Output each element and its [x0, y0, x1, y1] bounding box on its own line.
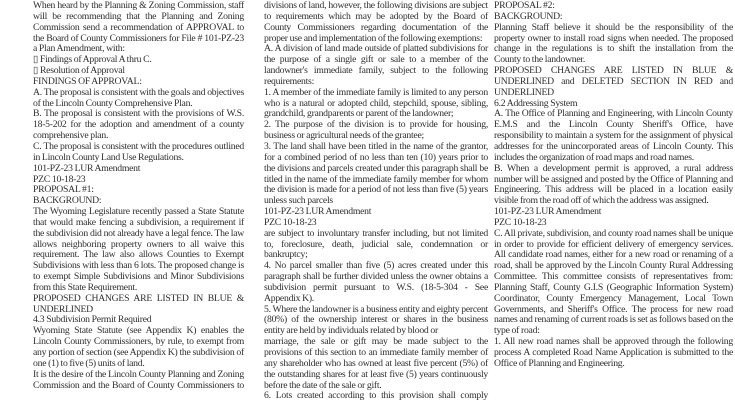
paragraph: 4.3 Subdivision Permit Required [33, 314, 152, 326]
text-column-3 [494, 1, 733, 370]
paragraph: marriage, the sale or gift may be made subject to the provisions of this section to an immediate family member of any shareholder who has owned at least five percent (5%) of the outstanding shares for at least five (5) years continuously before the date of the sale or gift. [264, 336, 488, 391]
paragraph: A. A division of land made outside of platted subdivisions for the purpose of a single gift or sale to a member of the landowner's immediate family, subject to the following requirements: [264, 43, 488, 87]
paragraph: PZC 10-18-23 [264, 216, 317, 228]
paragraph: B. When a development permit is approved, a rural address number will be assigned and posted by the Office of Planning and Engineering. This address will be placed in a location easily visible from the road off of which the address was assigned. [494, 162, 733, 207]
paragraph: 6.2 Addressing System [494, 97, 578, 109]
paragraph: 5. Where the landowner is a business entity and eighty percent (80%) of the ownership interest or shares in the business entity are held by individuals related by blood or [264, 303, 488, 337]
paragraph: 1. All new road names shall be approved through the following process A completed Road Name Application is submitted to the Office of Planning and Engineering. [494, 336, 733, 369]
paragraph: A. The proposal is consistent with the goals and objectives of the Lincoln County Comprehensive Plan. [33, 86, 244, 109]
paragraph: 3. The land shall have been titled in the name of the grantor, for a combined period of no less than ten (10) years prior to the divisions and parcels created under this paragraph shall be titled in the name of the immediate family member for whom the division is made for a period of not less than five (5) years unless such parcels [264, 140, 488, 207]
paragraph: PZC 10-18-23 [494, 216, 547, 228]
paragraph: 4. No parcel smaller than five (5) acres created under this paragraph shall be further divided unless the owner obtains a subdivision permit pursuant to W.S. (18-5-304 - See Appendix K). [264, 260, 488, 304]
paragraph: are subject to involuntary transfer including, but not limited to, foreclosure, death, judicial sale, condemnation or bankruptcy; [264, 227, 488, 261]
text-column-1 [33, 1, 244, 391]
paragraph: FINDINGS OF APPROVAL: [33, 75, 142, 87]
paragraph: BACKGROUND: [33, 195, 102, 207]
paragraph: ▯ Findings of Approval A thru C. [33, 54, 152, 66]
paragraph: PROPOSED CHANGES ARE LISTED IN BLUE & UNDERLINED and DELETED SECTION IN RED and UNDERLINED [494, 65, 733, 98]
paragraph: The Wyoming Legislature recently passed a State Statute that would make fencing a subdivision, a requirement if the subdivision did not already have a legal fence. The law allows neighboring property owners to all waive this requirement. The law also allows Counties to Exempt Subdivisions with less than 6 lots. The proposed change is to exempt Simple Subdivisions and Minor Subdivisions from this State Requirement. [33, 206, 244, 293]
paragraph: B. The proposal is consistent with the provisions of W.S. 18-5-202 for the adoption and amendment of a county comprehensive plan. [33, 108, 244, 142]
paragraph: 101-PZ-23 LUR Amendment [494, 206, 602, 218]
paragraph: 101-PZ-23 LUR Amendment [33, 162, 141, 174]
paragraph: A. The Office of Planning and Engineering, with Lincoln County E.M.S and the Lincoln County Sheriff's Office, have responsibility to maintain a system for the assignment of physical addresses for the unincorporated areas of Lincoln County. This includes the organization of road maps and road names. [494, 108, 733, 163]
paragraph: C. The proposal is consistent with the procedures outlined in Lincoln County Land Use Regulations. [33, 140, 244, 163]
paragraph: 1. A member of the immediate family is limited to any person who is a natural or adopted child, stepchild, spouse, sibling, grandchild, grandparents or parent of the landowner; [264, 86, 488, 120]
paragraph: Wyoming State Statute (see Appendix K) enables the Lincoln County Commissioners, by rule, to exempt from any portion of section (see Appendix K) the subdivision of one (1) to five (5) units of land. [33, 325, 244, 369]
paragraph: PROPOSED CHANGES ARE LISTED IN BLUE & UNDERLINED [33, 292, 244, 315]
paragraph: PROPOSAL #1: [33, 184, 94, 196]
paragraph: Planning Staff believe it should be the responsibility of the property owner to install road signs when needed. The proposed change in the regulations is to shift the installation from the County to the landowner. [494, 21, 733, 66]
paragraph: divisions of land, however, the following divisions are subject to requirements which may be adopted by the Board of County Commissioners regarding documentation of the proper use and implementation of the following exemptions: [264, 0, 488, 44]
paragraph: BACKGROUND: [494, 10, 563, 22]
paragraph: 2. The purpose of the division is to provide for housing, business or agricultural needs of the grantee; [264, 119, 488, 142]
paragraph: 6. Lots created according to this provision shall comply [264, 390, 488, 402]
paragraph: PROPOSAL #2: [494, 0, 555, 11]
paragraph: ▯ Resolution of Approval [33, 65, 125, 77]
paragraph: PZC 10-18-23 [33, 173, 86, 185]
paragraph: C. All private, subdivision, and county road names shall be unique in order to provide for efficient delivery of emergency services. All candidate road names, either for a new road or renaming of a road, shall be approved by the Lincoln County Rural Addressing Committee. This committee consists of representatives from: Planning Staff, County G.I.S (Geographic Information System) Coordinator, County Emergency Management, Local Town Governments, and Sheriff's Office. The process for new road names and renaming of current roads is set as follows based on the type of road: [494, 227, 733, 337]
paragraph: 101-PZ-23 LUR Amendment [264, 206, 372, 218]
paragraph: When heard by the Planning & Zoning Commission, staff will be recommending that the Planning and Zoning Commission send a recommendation of APPROVAL to the Board of County Commissioners for File # 101-PZ-23 a Plan Amendment, with: [33, 0, 244, 55]
text-column-2 [264, 1, 488, 402]
paragraph: It is the desire of the Lincoln County Planning and Zoning Commission and the Board of County Commissioners to [33, 368, 244, 391]
